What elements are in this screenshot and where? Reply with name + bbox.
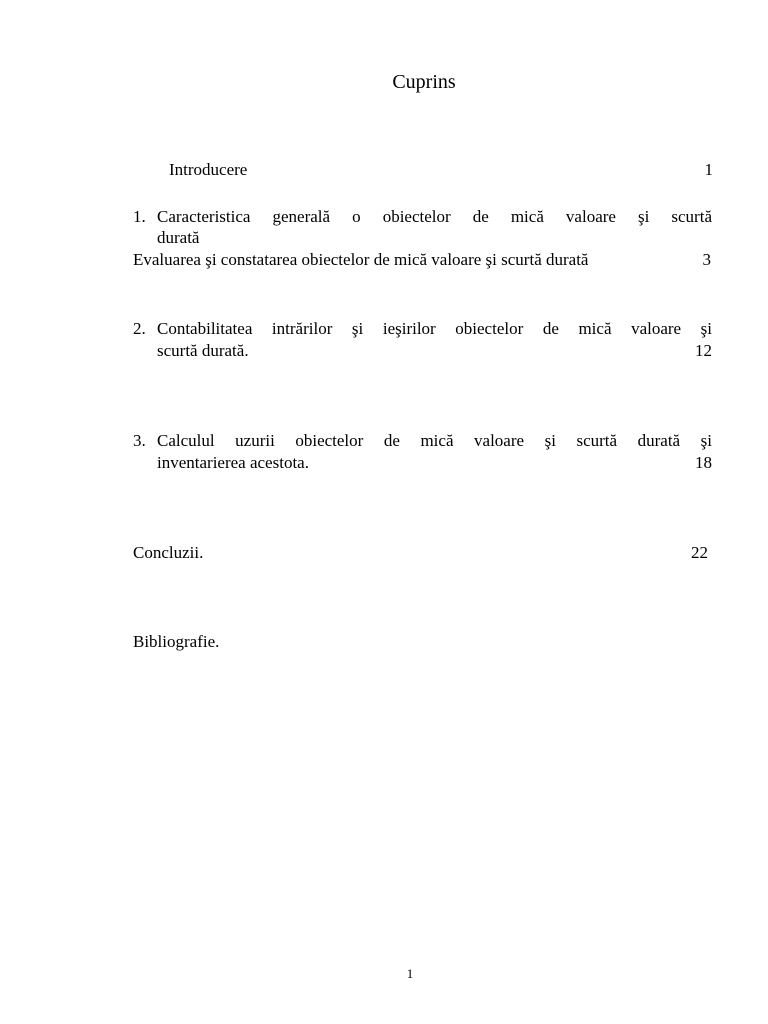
toc-item3-line2: inventarierea acestota. [157, 453, 309, 472]
toc-item2-line1: Contabilitatea intrărilor şi ieşirilor obiectelor de mică valoare şi [157, 319, 712, 338]
toc-item3-line1: Calculul uzurii obiectelor de mică valoare şi scurtă durată şi [157, 431, 712, 450]
footer-page-number: 1 [406, 966, 414, 981]
toc-item1-sub-label: Evaluarea şi constatarea obiectelor de mică valoare şi scurtă durată [133, 250, 589, 269]
toc-item1-number: 1. [133, 207, 146, 226]
toc-intro-label: Introducere [169, 160, 248, 179]
toc-intro-page: 1 [704, 160, 713, 179]
toc-item2-number: 2. [133, 319, 146, 338]
page-title: Cuprins [392, 71, 456, 93]
toc-item1-line2: durată [157, 228, 200, 247]
toc-item1-line1: Caracteristica generală o obiectelor de mică valoare şi scurtă [157, 207, 712, 226]
toc-bibliography-label: Bibliografie. [133, 632, 220, 651]
toc-item3-page: 18 [695, 453, 712, 472]
toc-item1-sub-page: 3 [702, 250, 711, 269]
toc-item2-page: 12 [695, 341, 712, 360]
toc-conclusions-page: 22 [691, 543, 708, 562]
toc-conclusions-label: Concluzii. [133, 543, 204, 562]
toc-item3-number: 3. [133, 431, 146, 450]
toc-item2-line2: scurtă durată. [157, 341, 249, 360]
